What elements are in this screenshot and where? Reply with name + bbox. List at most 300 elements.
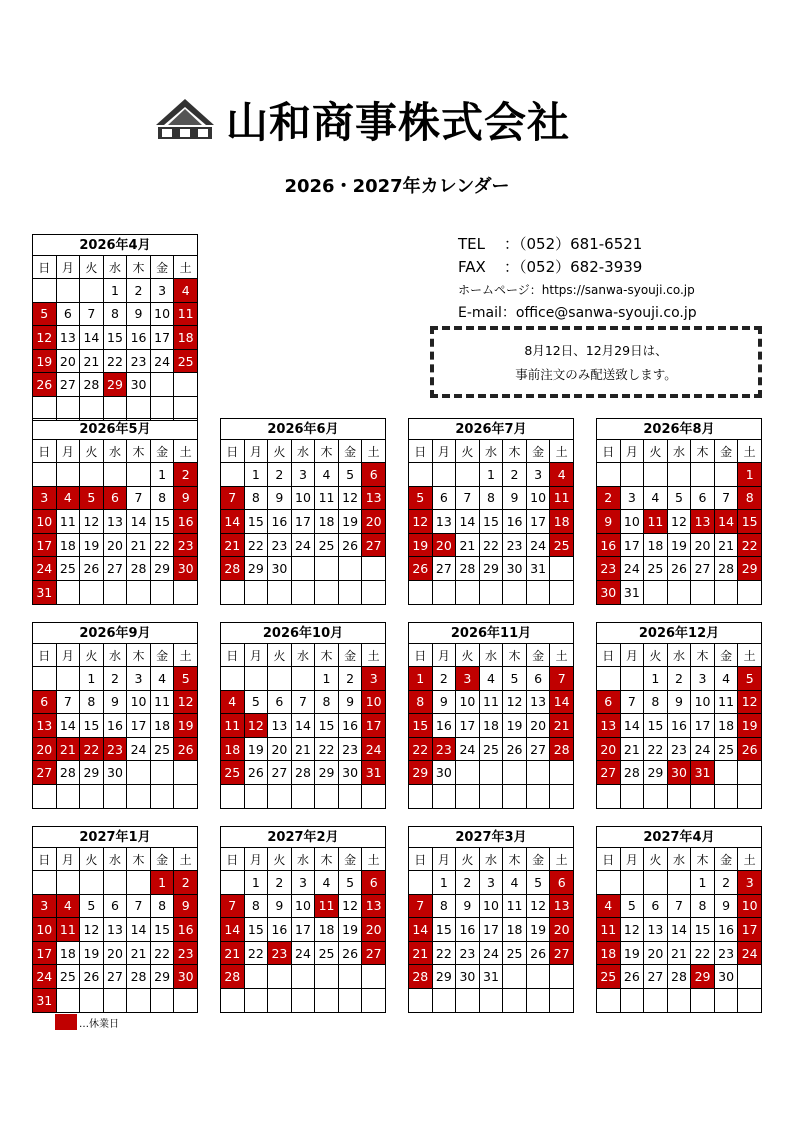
empty-day-cell [174,761,198,785]
empty-day-cell [644,784,668,808]
day-cell: 24 [127,737,151,761]
day-cell: 20 [268,737,292,761]
holiday-day-cell: 20 [597,737,621,761]
day-cell: 8 [691,894,715,918]
empty-day-cell [456,784,480,808]
day-cell: 8 [432,894,456,918]
holiday-day-cell: 14 [714,510,738,534]
empty-day-cell [620,667,644,691]
empty-day-cell [691,784,715,808]
holiday-day-cell: 3 [33,486,57,510]
empty-day-cell [244,988,268,1012]
day-cell: 1 [315,667,339,691]
weekday-header: 日 [33,848,57,871]
empty-day-cell [409,463,433,487]
empty-day-cell [432,988,456,1012]
empty-day-cell [221,667,245,691]
holiday-day-cell: 26 [738,737,762,761]
empty-day-cell [103,988,127,1012]
day-cell: 19 [244,737,268,761]
day-cell: 1 [80,667,104,691]
day-cell: 12 [80,510,104,534]
empty-day-cell [338,557,362,581]
holiday-day-cell: 20 [362,918,386,942]
empty-day-cell [597,988,621,1012]
empty-day-cell [667,988,691,1012]
holiday-day-cell: 19 [409,533,433,557]
holiday-day-cell: 12 [244,714,268,738]
empty-day-cell [268,965,292,989]
holiday-day-cell: 13 [362,486,386,510]
day-cell: 1 [432,871,456,895]
holiday-day-cell: 9 [174,486,198,510]
weekday-header: 土 [174,440,198,463]
day-cell: 7 [291,690,315,714]
empty-day-cell [150,784,174,808]
empty-day-cell [174,396,198,420]
day-cell: 7 [127,486,151,510]
empty-day-cell [33,279,57,303]
month-title: 2026年10月 [220,622,386,644]
holiday-day-cell: 27 [33,761,57,785]
holiday-day-cell: 16 [174,510,198,534]
empty-day-cell [526,965,550,989]
day-cell: 5 [667,486,691,510]
month-days-table [408,847,574,1013]
weekday-header: 水 [667,644,691,667]
day-cell: 19 [80,941,104,965]
weekday-header: 水 [667,440,691,463]
day-cell: 23 [268,533,292,557]
empty-day-cell [409,580,433,604]
day-cell: 14 [620,714,644,738]
day-cell: 22 [479,533,503,557]
holiday-day-cell: 28 [221,557,245,581]
day-cell: 22 [644,737,668,761]
holiday-day-cell: 24 [33,557,57,581]
empty-day-cell [714,761,738,785]
fax-row [458,256,697,279]
empty-day-cell [268,784,292,808]
empty-day-cell [620,871,644,895]
holiday-day-cell: 25 [221,761,245,785]
empty-day-cell [80,784,104,808]
weekday-header: 木 [127,440,151,463]
day-cell: 1 [244,871,268,895]
day-cell: 17 [691,714,715,738]
month-title: 2026年9月 [32,622,198,644]
day-cell: 13 [432,510,456,534]
holiday-day-cell: 24 [362,737,386,761]
empty-day-cell [33,396,57,420]
holiday-day-cell: 22 [738,533,762,557]
day-cell: 14 [80,326,104,350]
weekday-header: 火 [644,644,668,667]
holiday-day-cell: 14 [221,918,245,942]
day-cell: 4 [503,871,527,895]
day-cell: 11 [150,690,174,714]
day-cell: 6 [432,486,456,510]
empty-day-cell [597,667,621,691]
holiday-day-cell: 18 [550,510,574,534]
day-cell: 15 [432,918,456,942]
weekday-header: 木 [503,848,527,871]
weekday-header: 水 [667,848,691,871]
month-calendar [32,418,198,605]
day-cell: 27 [691,557,715,581]
day-cell: 28 [127,557,151,581]
day-cell: 12 [667,510,691,534]
empty-day-cell [503,580,527,604]
empty-day-cell [291,965,315,989]
day-cell: 25 [503,941,527,965]
day-cell: 10 [291,486,315,510]
day-cell: 20 [526,714,550,738]
weekday-header: 月 [56,440,80,463]
day-cell: 28 [714,557,738,581]
empty-day-cell [738,761,762,785]
weekday-header: 日 [409,644,433,667]
empty-day-cell [456,580,480,604]
weekday-header: 火 [268,644,292,667]
holiday-day-cell: 17 [33,533,57,557]
holiday-day-cell: 7 [221,894,245,918]
weekday-header: 木 [315,644,339,667]
holiday-day-cell: 8 [409,690,433,714]
day-cell: 5 [244,690,268,714]
weekday-header: 水 [479,644,503,667]
weekday-header: 木 [503,644,527,667]
month-title: 2027年4月 [596,826,762,848]
holiday-day-cell: 1 [738,463,762,487]
empty-day-cell [338,965,362,989]
weekday-header: 月 [432,644,456,667]
weekday-header: 火 [80,848,104,871]
empty-day-cell [244,667,268,691]
empty-day-cell [268,580,292,604]
holiday-day-cell: 2 [174,871,198,895]
month-calendar [32,826,198,1013]
holiday-day-cell: 27 [362,941,386,965]
day-cell: 30 [503,557,527,581]
day-cell: 8 [315,690,339,714]
weekday-header: 火 [80,440,104,463]
weekday-header: 月 [432,848,456,871]
day-cell: 10 [291,894,315,918]
day-cell: 28 [291,761,315,785]
day-cell: 14 [456,510,480,534]
empty-day-cell [409,871,433,895]
empty-day-cell [738,988,762,1012]
day-cell: 28 [80,373,104,397]
holiday-day-cell: 11 [550,486,574,510]
empty-day-cell [338,580,362,604]
day-cell: 17 [291,918,315,942]
day-cell: 22 [244,533,268,557]
empty-day-cell [103,396,127,420]
empty-day-cell [127,396,151,420]
holiday-day-cell: 3 [362,667,386,691]
tel-row [458,233,697,256]
day-cell: 13 [103,510,127,534]
month-title: 2026年6月 [220,418,386,440]
weekday-header: 日 [597,848,621,871]
empty-day-cell [268,988,292,1012]
weekday-header: 日 [221,440,245,463]
weekday-header: 金 [714,848,738,871]
holiday-day-cell: 4 [597,894,621,918]
day-cell: 28 [620,761,644,785]
day-cell: 17 [291,510,315,534]
weekday-header: 火 [80,256,104,279]
holiday-day-cell: 3 [33,894,57,918]
empty-day-cell [503,988,527,1012]
empty-day-cell [620,784,644,808]
day-cell: 14 [127,510,151,534]
day-cell: 6 [526,667,550,691]
day-cell: 3 [127,667,151,691]
holiday-day-cell: 31 [33,988,57,1012]
day-cell: 24 [620,557,644,581]
day-cell: 29 [150,557,174,581]
day-cell: 2 [268,463,292,487]
day-cell: 25 [479,737,503,761]
day-cell: 30 [456,965,480,989]
day-cell: 6 [691,486,715,510]
holiday-day-cell: 11 [315,894,339,918]
holiday-day-cell: 4 [56,894,80,918]
holiday-day-cell: 27 [550,941,574,965]
day-cell: 31 [620,580,644,604]
day-cell: 18 [479,714,503,738]
day-cell: 25 [150,737,174,761]
day-cell: 6 [644,894,668,918]
day-cell: 14 [56,714,80,738]
empty-day-cell [550,580,574,604]
day-cell: 26 [503,737,527,761]
empty-day-cell [432,784,456,808]
day-cell: 18 [315,918,339,942]
empty-day-cell [150,580,174,604]
holiday-day-cell: 30 [174,557,198,581]
day-cell: 1 [479,463,503,487]
day-cell: 15 [103,326,127,350]
day-cell: 27 [644,965,668,989]
day-cell: 5 [526,871,550,895]
day-cell: 2 [338,667,362,691]
empty-day-cell [244,580,268,604]
day-cell: 17 [456,714,480,738]
empty-day-cell [714,784,738,808]
day-cell: 15 [315,714,339,738]
weekday-header: 水 [103,848,127,871]
day-cell: 16 [714,918,738,942]
holiday-day-cell: 13 [362,894,386,918]
month-title: 2027年2月 [220,826,386,848]
holiday-day-cell: 3 [738,871,762,895]
day-cell: 17 [620,533,644,557]
day-cell: 2 [268,871,292,895]
day-cell: 13 [526,690,550,714]
day-cell: 11 [714,690,738,714]
day-cell: 24 [150,349,174,373]
day-cell: 19 [620,941,644,965]
day-cell: 27 [268,761,292,785]
holiday-day-cell: 22 [409,737,433,761]
day-cell: 23 [338,737,362,761]
day-cell: 21 [291,737,315,761]
day-cell: 18 [150,714,174,738]
weekday-header: 水 [479,848,503,871]
empty-day-cell [597,784,621,808]
day-cell: 3 [291,871,315,895]
empty-day-cell [362,557,386,581]
day-cell: 5 [80,894,104,918]
empty-day-cell [291,784,315,808]
month-days-table [596,847,762,1013]
holiday-day-cell: 28 [221,965,245,989]
empty-day-cell [221,784,245,808]
day-cell: 14 [127,918,151,942]
empty-day-cell [103,871,127,895]
month-title: 2026年11月 [408,622,574,644]
day-cell: 16 [432,714,456,738]
day-cell: 22 [432,941,456,965]
weekday-header: 土 [362,644,386,667]
empty-day-cell [291,580,315,604]
empty-day-cell [479,988,503,1012]
day-cell: 2 [456,871,480,895]
day-cell: 10 [150,302,174,326]
month-days-table [32,847,198,1013]
weekday-header: 土 [738,848,762,871]
weekday-header: 日 [221,644,245,667]
month-days-table [32,643,198,809]
homepage-link[interactable]: ホームページ：https://sanwa-syouji.co.jp [458,283,695,297]
holiday-day-cell: 28 [409,965,433,989]
empty-day-cell [691,463,715,487]
day-cell: 23 [667,737,691,761]
weekday-header: 土 [550,848,574,871]
weekday-header: 土 [174,256,198,279]
weekday-header: 日 [597,644,621,667]
day-cell: 11 [56,510,80,534]
day-cell: 10 [456,690,480,714]
day-cell: 23 [714,941,738,965]
holiday-day-cell: 21 [550,714,574,738]
holiday-day-cell: 5 [80,486,104,510]
day-cell: 11 [503,894,527,918]
weekday-header: 日 [409,440,433,463]
day-cell: 8 [150,894,174,918]
day-cell: 4 [479,667,503,691]
empty-day-cell [479,761,503,785]
empty-day-cell [456,988,480,1012]
empty-day-cell [150,373,174,397]
day-cell: 19 [503,714,527,738]
day-cell: 1 [244,463,268,487]
holiday-day-cell: 29 [409,761,433,785]
weekday-header: 金 [714,644,738,667]
day-cell: 10 [479,894,503,918]
day-cell: 17 [150,326,174,350]
weekday-header: 月 [620,848,644,871]
weekday-header: 水 [103,644,127,667]
weekday-header: 土 [550,644,574,667]
empty-day-cell [644,580,668,604]
holiday-day-cell: 12 [174,690,198,714]
day-cell: 19 [667,533,691,557]
empty-day-cell [33,871,57,895]
empty-day-cell [56,667,80,691]
empty-day-cell [409,988,433,1012]
empty-day-cell [174,373,198,397]
holiday-day-cell: 17 [738,918,762,942]
holiday-day-cell: 29 [691,965,715,989]
holiday-day-cell: 5 [33,302,57,326]
weekday-header: 金 [526,644,550,667]
weekday-header: 木 [315,440,339,463]
holiday-day-cell: 12 [738,690,762,714]
empty-day-cell [338,988,362,1012]
day-cell: 29 [150,965,174,989]
empty-day-cell [362,965,386,989]
day-cell: 29 [244,557,268,581]
day-cell: 28 [667,965,691,989]
empty-day-cell [150,761,174,785]
day-cell: 17 [479,918,503,942]
weekday-header: 火 [456,440,480,463]
empty-day-cell [597,463,621,487]
company-logo [150,92,570,148]
day-cell: 16 [503,510,527,534]
holiday-day-cell: 6 [362,463,386,487]
day-cell: 2 [127,279,151,303]
holiday-day-cell: 21 [409,941,433,965]
day-cell: 21 [667,941,691,965]
holiday-day-cell: 11 [597,918,621,942]
day-cell: 18 [503,918,527,942]
holiday-day-cell: 9 [174,894,198,918]
holiday-day-cell: 14 [221,510,245,534]
empty-day-cell [150,396,174,420]
day-cell: 7 [667,894,691,918]
day-cell: 24 [526,533,550,557]
day-cell: 26 [620,965,644,989]
delivery-notice [430,326,762,398]
day-cell: 25 [56,557,80,581]
day-cell: 12 [526,894,550,918]
day-cell: 20 [691,533,715,557]
empty-day-cell [127,580,151,604]
day-cell: 5 [338,871,362,895]
empty-day-cell [221,871,245,895]
day-cell: 31 [479,965,503,989]
day-cell: 10 [127,690,151,714]
day-cell: 26 [244,761,268,785]
holiday-day-cell: 27 [362,533,386,557]
email-link[interactable]: E-mail：office@sanwa-syouji.co.jp [458,305,697,321]
month-calendar [32,234,198,421]
empty-day-cell [56,463,80,487]
weekday-header: 土 [362,440,386,463]
holiday-day-cell: 13 [33,714,57,738]
holiday-day-cell: 20 [550,918,574,942]
month-days-table [220,643,386,809]
empty-day-cell [127,761,151,785]
day-cell: 23 [503,533,527,557]
empty-day-cell [456,463,480,487]
